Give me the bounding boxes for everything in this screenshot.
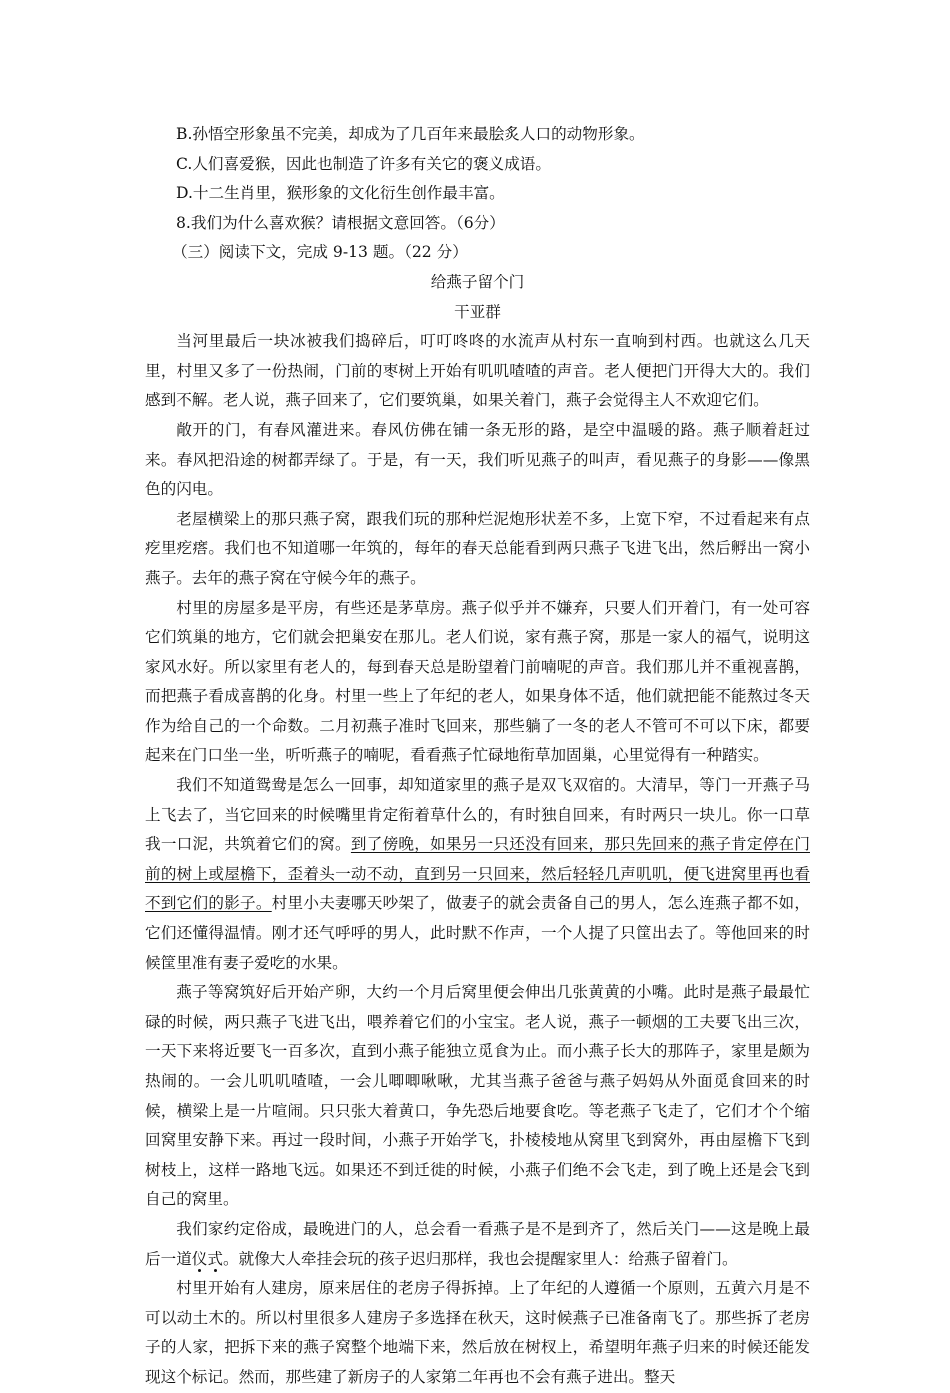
paragraph-7-end: 。就像大人牵挂会玩的孩子迟归那样，我也会提醒家里人：给燕子留着门。: [223, 1249, 738, 1268]
paragraph-3: 老屋横梁上的那只燕子窝，跟我们玩的那种烂泥炮形状差不多，上宽下窄，不过看起来有点疙里疙瘩。我们也不知道哪一年筑的，每年的春天总能看到两只燕子飞进飞出，然后孵出一窝小燕子。去年的燕子窝在守候今年的燕子。: [145, 509, 810, 587]
option-c: C.人们喜爱猴，因此也制造了许多有关它的褒义成语。: [176, 154, 551, 173]
emphasis-char-2: 式: [207, 1249, 224, 1268]
paragraph-6: 燕子等窝筑好后开始产卵，大约一个月后窝里便会伸出几张黄黄的小嘴。此时是燕子最最忙碌的时候，两只燕子飞进飞出，喂养着它们的小宝宝。老人说，燕子一顿烟的工夫要飞出三次，一天下来将近要飞一百多次，直到小燕子能独立觅食为止。而小燕子长大的那阵子，家里是颇为热闹的。一会儿叽叽喳喳，一会儿唧唧啾啾，尤其当燕子爸爸与燕子妈妈从外面觅食回来的时候，横梁上是一片喧闹。只只张大着黄口，争先恐后地要食吃。等老燕子飞走了，它们才个个缩回窝里安静下来。再过一段时间，小燕子开始学飞，扑棱棱地从窝里飞到窝外，再由屋檐下飞到树枝上，这样一路地飞远。如果还不到迁徙的时候，小燕子们绝不会飞走，到了晚上还是会飞到自己的窝里。: [145, 983, 810, 1209]
article-author: 干亚群: [454, 302, 501, 321]
option-b: B.孙悟空形象虽不完美，却成为了几百年来最脍炙人口的动物形象。: [176, 125, 645, 143]
paragraph-1: 当河里最后一块冰被我们捣碎后，叮叮咚咚的水流声从村东一直响到村西。也就这么几天里，村里又多了一份热闹，门前的枣树上开始有叽叽喳喳的声音。老人便把门开得大大的。我们感到不解。老人说，燕子回来了，它们要筑巢，如果关着门，燕子会觉得主人不欢迎它们。: [145, 332, 810, 410]
option-d: D.十二生肖里，猴形象的文化衍生创作最丰富。: [176, 184, 505, 203]
section-3-heading: （三）阅读下文，完成 9-13 题。（22 分）: [172, 243, 468, 262]
paragraph-2: 敞开的门，有春风灌进来。春风仿佛在铺一条无形的路，是空中温暖的路。燕子顺着赶过来。春风把沿途的树都弄绿了。于是，有一天，我们听见燕子的叫声，看见燕子的身影——像黑色的闪电。: [145, 420, 810, 499]
paragraph-7-start: 我们家约定俗成，最晚进门的人，总会看一看燕子是不是到齐了，然后关门——这是晚上最后一道: [145, 1219, 810, 1268]
paragraph-7: [145, 1215, 810, 1274]
underlined-sentence: 到了傍晚，如果另一只还没有回来，那只先回来的燕子肯定停在门前的树上或屋檐下，歪着头一动不动，直到另一只回来，然后轻轻几声叽叽，便飞进窝里再也看不到它们的影子。: [145, 835, 810, 913]
paragraph-5-start: 我们不知道鸳鸯是怎么一回事，却知道家里的燕子是双飞双宿的。大清早，等门一开燕子马上飞去了，当它回来的时候嘴里肯定衔着草什么的，有时独自回来，有时两只一块儿。你一口草我一口泥，共筑着它们的窝。: [145, 776, 810, 854]
paragraph-5-end: 村里小夫妻哪天吵架了，做妻子的就会责备自己的男人，怎么连燕子都不如，它们还懂得温情。刚才还气呼呼的男人，此时默不作声，一个人提了只筐出去了。等他回来的时候筐里准有妻子爱吃的水果。: [145, 894, 810, 972]
question-8: 8.我们为什么喜欢猴？请根据文意回答。（6分）: [176, 213, 505, 232]
paragraph-4: 村里的房屋多是平房，有些还是茅草房。燕子似乎并不嫌弃，只要人们开着门，有一处可容它们筑巢的地方，它们就会把巢安在那儿。老人们说，家有燕子窝，那是一家人的福气，说明这家风水好。所以家里有老人的，每到春天总是盼望着门前喃呢的声音。我们那儿并不重视喜鹊，而把燕子看成喜鹊的化身。村里一些上了年纪的老人，如果身体不适，他们就把能不能熬过冬天作为给自己的一个命数。二月初燕子准时飞回来，那些躺了一冬的老人不管可不可以下床，都要起来在门口坐一坐，听听燕子的喃呢，看看燕子忙碌地衔草加固巢，心里觉得有一种踏实。: [145, 598, 810, 765]
paragraph-5: [145, 771, 810, 978]
emphasis-char-1: 仪: [191, 1249, 208, 1268]
document-body: [145, 120, 810, 1393]
article-title: 给燕子留个门: [430, 272, 525, 291]
paragraph-8: 村里开始有人建房，原来居住的老房子得拆掉。上了年纪的人遵循一个原则，五黄六月是不可以动土木的。所以村里很多人建房子多选择在秋天，这时候燕子已准备南飞了。那些拆了老房子的人家，把拆下来的燕子窝整个地端下来，然后放在树杈上，希望明年燕子归来的时候还能发现这个标记。然而，那些建了新房子的人家第二年再也不会有燕子进出。整天: [145, 1279, 810, 1386]
